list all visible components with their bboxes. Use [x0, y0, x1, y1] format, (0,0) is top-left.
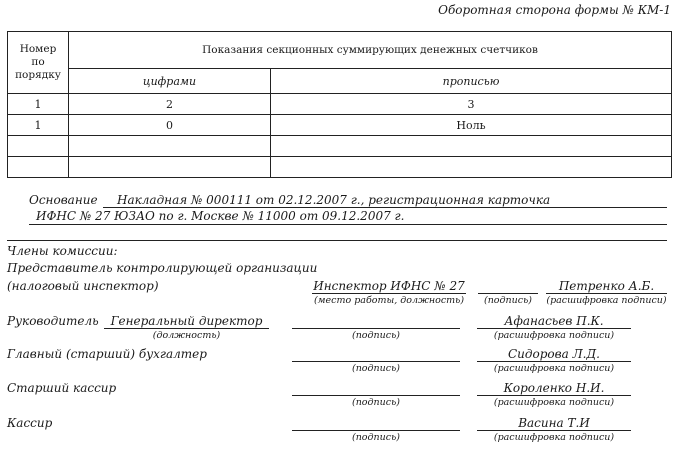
representative-position-caption: (место работы, должность)	[313, 295, 465, 306]
head-name-caption: (расшифровка подписи)	[493, 330, 615, 341]
basis-line-2: ИФНС № 27 ЮЗАО по г. Москве № 11000 от 09.12.2007 г.	[36, 209, 405, 223]
row-words-cell: Ноль	[271, 115, 672, 136]
accountant-label: Главный (старший) бухгалтер	[7, 347, 207, 361]
counters-group-header: Показания секционных суммирующих денежных счетчиков	[69, 32, 672, 69]
commission-title: Члены комиссии:	[7, 244, 118, 258]
table-row	[8, 115, 672, 136]
head-signature-line	[292, 328, 460, 329]
cashier-name-caption: (расшифровка подписи)	[493, 432, 615, 443]
accountant-name-line	[477, 361, 631, 362]
head-name: Афанасьев П.К.	[504, 314, 604, 328]
representative-name-line	[546, 293, 667, 294]
row-words-cell: 3	[271, 94, 672, 115]
senior-cashier-label: Старший кассир	[7, 381, 117, 395]
accountant-name-caption: (расшифровка подписи)	[493, 363, 615, 374]
table-header-row	[8, 32, 672, 69]
representative-signature-line	[478, 293, 538, 294]
representative-label-line-2: (налоговый инспектор)	[7, 279, 159, 293]
row-number-cell	[8, 136, 69, 157]
form-side-title: Оборотная сторона формы № КМ-1	[438, 3, 671, 17]
representative-name: Петренко А.Б.	[558, 279, 655, 293]
digits-column-header: цифрами	[69, 69, 271, 94]
row-words-cell	[271, 136, 672, 157]
head-position-caption: (должность)	[152, 330, 221, 341]
cashier-name: Васина Т.И	[518, 416, 590, 430]
number-header-line: по	[31, 56, 45, 68]
head-label: Руководитель	[7, 314, 99, 328]
head-position-line	[104, 328, 269, 329]
words-column-header: прописью	[271, 69, 672, 94]
number-column-header	[8, 32, 69, 94]
representative-position: Инспектор ИФНС № 27	[313, 279, 465, 293]
accountant-signature-line	[292, 361, 460, 362]
row-words-cell	[271, 157, 672, 178]
cashier-name-line	[477, 430, 631, 431]
head-signature-caption: (подпись)	[351, 330, 400, 341]
cashier-signature-line	[292, 430, 460, 431]
number-header-line: Номер	[19, 43, 57, 55]
cashier-label: Кассир	[7, 416, 53, 430]
accountant-signature-caption: (подпись)	[351, 363, 400, 374]
senior-cashier-signature-line	[292, 395, 460, 396]
row-digits-cell: 0	[69, 115, 271, 136]
row-digits-cell	[69, 157, 271, 178]
representative-signature-caption: (подпись)	[483, 295, 532, 306]
representative-name-caption: (расшифровка подписи)	[546, 295, 667, 306]
accountant-name: Сидорова Л.Д.	[508, 347, 600, 361]
cashier-signature-caption: (подпись)	[351, 432, 400, 443]
table-row	[8, 94, 672, 115]
representative-label-line-1: Представитель контролирующей организации	[7, 261, 318, 275]
senior-cashier-name: Короленко Н.И.	[503, 381, 605, 395]
basis-underline-2	[29, 224, 667, 225]
table-subheader-row	[8, 69, 672, 94]
table-row	[8, 136, 672, 157]
basis-label: Основание	[29, 193, 98, 207]
basis-underline-1	[103, 207, 667, 208]
senior-cashier-name-caption: (расшифровка подписи)	[493, 397, 615, 408]
row-digits-cell	[69, 136, 271, 157]
number-header-line: порядку	[15, 69, 61, 81]
counters-table	[7, 31, 672, 178]
basis-line-1: Накладная № 000111 от 02.12.2007 г., регистрационная карточка	[117, 193, 551, 207]
senior-cashier-name-line	[477, 395, 631, 396]
representative-position-line	[312, 293, 466, 294]
head-position: Генеральный директор	[110, 314, 263, 328]
row-number-cell	[8, 157, 69, 178]
head-name-line	[477, 328, 631, 329]
row-number-cell: 1	[8, 115, 69, 136]
senior-cashier-signature-caption: (подпись)	[351, 397, 400, 408]
row-number-cell: 1	[8, 94, 69, 115]
row-digits-cell: 2	[69, 94, 271, 115]
table-row	[8, 157, 672, 178]
section-divider	[7, 240, 667, 241]
